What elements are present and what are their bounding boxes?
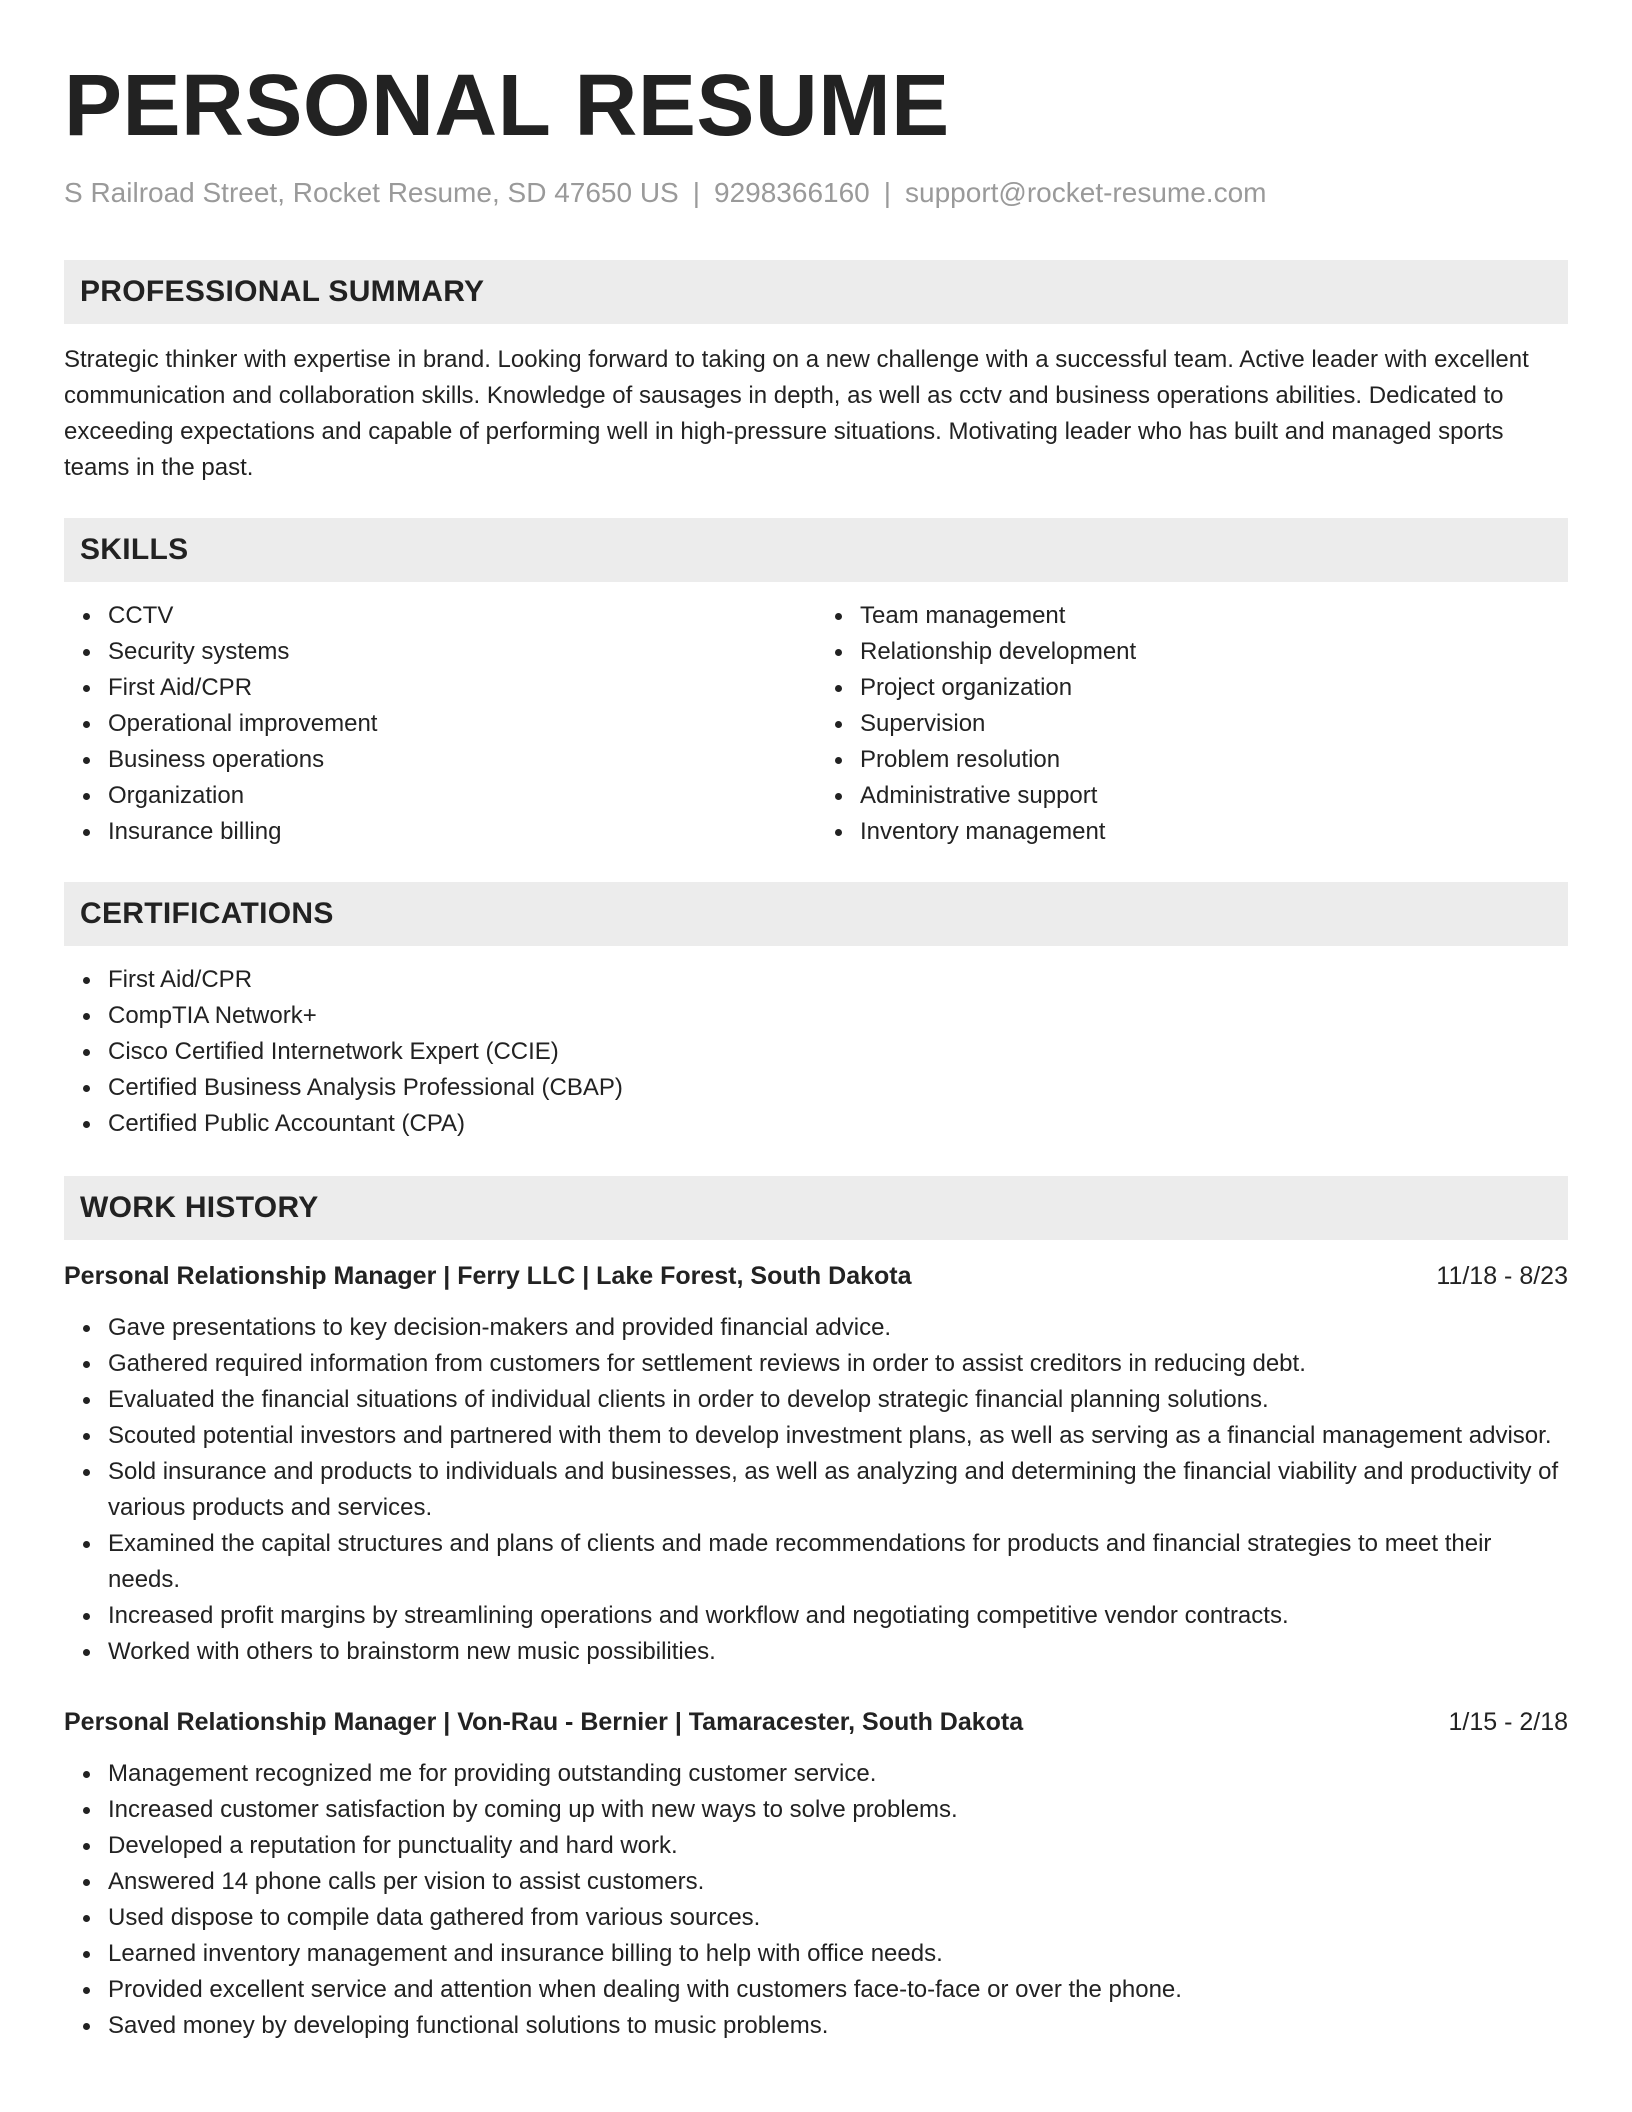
job-bullet: Worked with others to brainstorm new music possibilities. bbox=[108, 1634, 1568, 1670]
contact-separator: | bbox=[692, 177, 701, 208]
skills-list-right bbox=[816, 598, 1568, 850]
work-history-section-header bbox=[64, 1176, 1568, 1240]
skill-item: Problem resolution bbox=[860, 742, 1568, 778]
job-bullet: Examined the capital structures and plans of clients and made recommendations for products and financial strategies to meet their needs. bbox=[108, 1526, 1568, 1598]
certification-item: Cisco Certified Internetwork Expert (CCIE) bbox=[108, 1034, 1568, 1070]
certifications-section-title: CERTIFICATIONS bbox=[80, 897, 334, 930]
contact-phone: 9298366160 bbox=[714, 177, 870, 208]
job-bullet: Developed a reputation for punctuality and hard work. bbox=[108, 1828, 1568, 1864]
job-bullet: Scouted potential investors and partnered with them to develop investment plans, as well as serving as a financial management advisor. bbox=[108, 1418, 1568, 1454]
job-bullet: Provided excellent service and attention when dealing with customers face-to-face or over the phone. bbox=[108, 1972, 1568, 2008]
certification-item: Certified Business Analysis Professional (CBAP) bbox=[108, 1070, 1568, 1106]
skill-item: Operational improvement bbox=[108, 706, 816, 742]
certification-item: First Aid/CPR bbox=[108, 962, 1568, 998]
job-bullet: Increased customer satisfaction by coming up with new ways to solve problems. bbox=[108, 1792, 1568, 1828]
job-bullet: Sold insurance and products to individuals and businesses, as well as analyzing and determining the financial viability and productivity of various products and services. bbox=[108, 1454, 1568, 1526]
contact-separator: | bbox=[883, 177, 892, 208]
skill-item: Security systems bbox=[108, 634, 816, 670]
skill-item: First Aid/CPR bbox=[108, 670, 816, 706]
skills-list-left bbox=[64, 598, 816, 850]
certification-item: Certified Public Accountant (CPA) bbox=[108, 1106, 1568, 1142]
skill-item: Business operations bbox=[108, 742, 816, 778]
contact-address: S Railroad Street, Rocket Resume, SD 47650 US bbox=[64, 177, 679, 208]
job-bullets bbox=[64, 1310, 1568, 1670]
skills-grid bbox=[64, 598, 1568, 850]
contact-email: support@rocket-resume.com bbox=[905, 177, 1267, 208]
job-bullet: Gathered required information from customers for settlement reviews in order to assist creditors in reducing debt. bbox=[108, 1346, 1568, 1382]
job-dates: 11/18 - 8/23 bbox=[1436, 1262, 1568, 1290]
skill-item: Organization bbox=[108, 778, 816, 814]
skill-item: CCTV bbox=[108, 598, 816, 634]
skills-section-title: SKILLS bbox=[80, 533, 189, 566]
job-bullet: Increased profit margins by streamlining operations and workflow and negotiating competitive vendor contracts. bbox=[108, 1598, 1568, 1634]
job-bullet: Management recognized me for providing outstanding customer service. bbox=[108, 1756, 1568, 1792]
skill-item: Supervision bbox=[860, 706, 1568, 742]
job-title: Personal Relationship Manager | Von-Rau - Bernier | Tamaracester, South Dakota bbox=[64, 1708, 1024, 1736]
summary-text: Strategic thinker with expertise in brand. Looking forward to taking on a new challenge with a successful team. Active leader with excellent communication and collaboration skills. Knowledge of sausages in depth, as well as cctv and business operations abilities. Dedicated to exceeding expectations and capable of performing well in high-pressure situations. Motivating leader who has built and managed sports teams in the past. bbox=[64, 346, 1529, 481]
certification-item: CompTIA Network+ bbox=[108, 998, 1568, 1034]
skill-item: Relationship development bbox=[860, 634, 1568, 670]
contact-line bbox=[64, 176, 1568, 210]
job-bullets bbox=[64, 1756, 1568, 2044]
job-title: Personal Relationship Manager | Ferry LLC | Lake Forest, South Dakota bbox=[64, 1262, 912, 1290]
job-bullet: Saved money by developing functional solutions to music problems. bbox=[108, 2008, 1568, 2044]
job-bullet: Learned inventory management and insurance billing to help with office needs. bbox=[108, 1936, 1568, 1972]
skill-item: Administrative support bbox=[860, 778, 1568, 814]
summary-section-title: PROFESSIONAL SUMMARY bbox=[80, 275, 485, 308]
skills-section-header bbox=[64, 518, 1568, 582]
skill-item: Project organization bbox=[860, 670, 1568, 706]
work-history-section-title: WORK HISTORY bbox=[80, 1191, 319, 1224]
summary-section-header bbox=[64, 260, 1568, 324]
job-bullet: Answered 14 phone calls per vision to assist customers. bbox=[108, 1864, 1568, 1900]
job-bullet: Evaluated the financial situations of individual clients in order to develop strategic financial planning solutions. bbox=[108, 1382, 1568, 1418]
job-dates: 1/15 - 2/18 bbox=[1448, 1708, 1568, 1736]
skill-item: Insurance billing bbox=[108, 814, 816, 850]
skill-item: Inventory management bbox=[860, 814, 1568, 850]
job-heading-row bbox=[64, 1258, 1568, 1294]
certifications-section-header bbox=[64, 882, 1568, 946]
skill-item: Team management bbox=[860, 598, 1568, 634]
job-bullet: Used dispose to compile data gathered from various sources. bbox=[108, 1900, 1568, 1936]
job-heading-row bbox=[64, 1704, 1568, 1740]
certifications-list bbox=[64, 962, 1568, 1142]
resume-title: PERSONAL RESUME bbox=[64, 57, 950, 154]
job-bullet: Gave presentations to key decision-makers and provided financial advice. bbox=[108, 1310, 1568, 1346]
